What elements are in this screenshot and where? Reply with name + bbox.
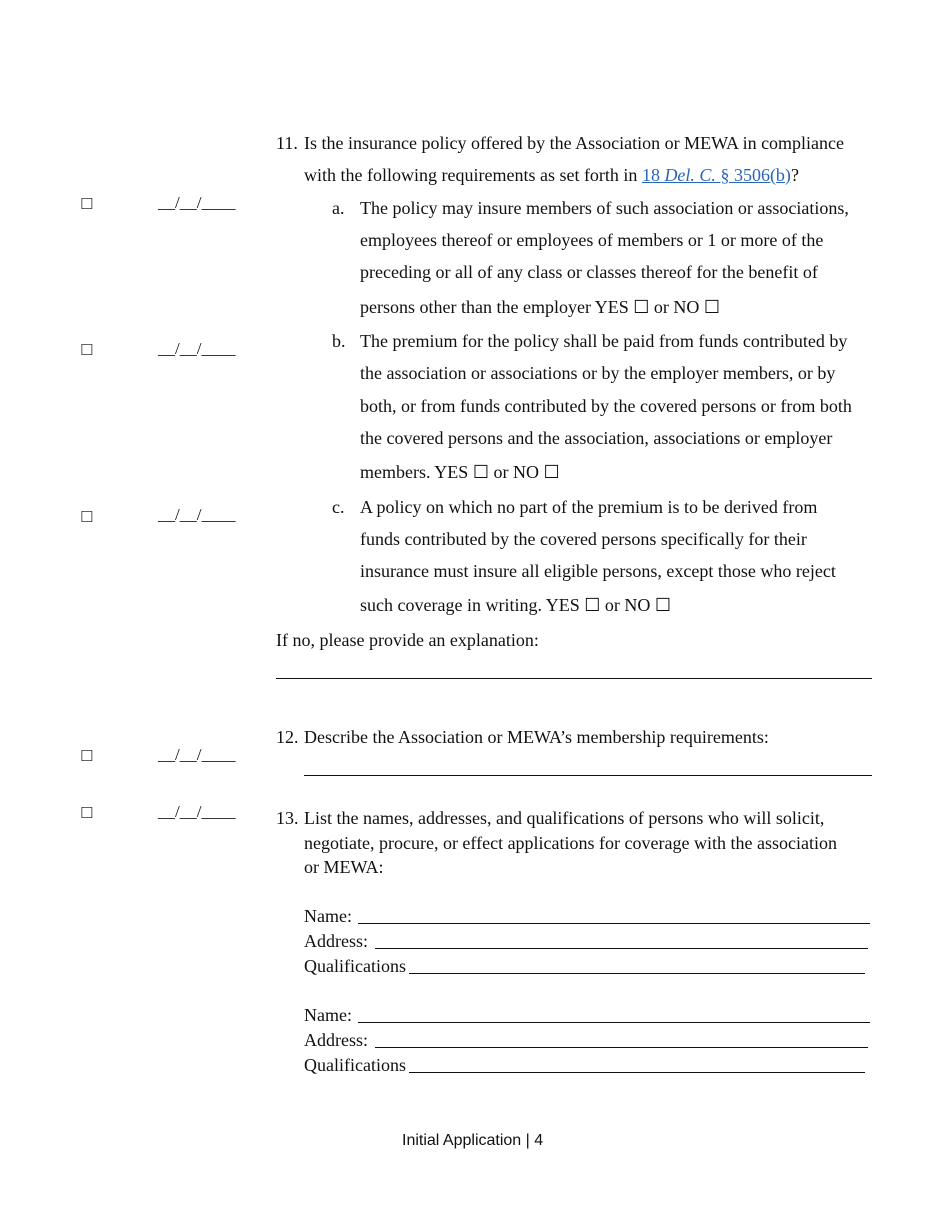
review-date[interactable]: __/__/____ — [158, 339, 236, 358]
requirement-text: funds contributed by the covered persons specifically for their — [360, 529, 807, 549]
question-number: 13. — [276, 808, 299, 828]
address-label: Address: — [304, 931, 368, 951]
review-date[interactable]: __/__/____ — [158, 745, 236, 764]
requirement-text: the covered persons and the association, associations or employer — [360, 428, 833, 448]
membership-answer-line[interactable] — [304, 775, 872, 776]
name-field[interactable] — [358, 923, 870, 924]
question-text: Describe the Association or MEWA’s membership requirements: — [304, 727, 769, 747]
requirement-text-yes-no[interactable]: such coverage in writing. YES ☐ or NO ☐ — [360, 595, 672, 615]
statute-citation-link[interactable]: 18 Del. C. § 3506(b) — [641, 165, 791, 185]
requirement-text: The policy may insure members of such association or associations, — [360, 198, 849, 218]
qualifications-field[interactable] — [409, 973, 865, 974]
requirement-text: preceding or all of any class or classes thereof for the benefit of — [360, 262, 818, 282]
qualifications-label: Qualifications — [304, 956, 406, 976]
requirement-text: insurance must insure all eligible persons, except those who reject — [360, 561, 836, 581]
review-checkbox[interactable]: ☐ — [80, 747, 94, 765]
page-number: 4 — [534, 1132, 544, 1149]
list-marker: c. — [332, 497, 345, 517]
qualifications-field[interactable] — [409, 1072, 865, 1073]
footer-separator: | — [525, 1132, 530, 1149]
question-text: negotiate, procure, or effect applications for coverage with the association — [304, 833, 837, 853]
name-field[interactable] — [358, 1022, 870, 1023]
requirement-text: A policy on which no part of the premium is to be derived from — [360, 497, 818, 517]
footer-text: Initial Application — [402, 1132, 522, 1149]
question-text: with the following requirements as set forth in 18 Del. C. § 3506(b)? — [304, 165, 799, 185]
question-text: or MEWA: — [304, 857, 384, 877]
explanation-label: If no, please provide an explanation: — [276, 630, 539, 650]
address-field[interactable] — [375, 948, 868, 949]
name-label: Name: — [304, 906, 352, 926]
explanation-line[interactable] — [276, 678, 872, 679]
name-label: Name: — [304, 1005, 352, 1025]
list-marker: b. — [332, 331, 346, 351]
question-text: Is the insurance policy offered by the Association or MEWA in compliance — [304, 133, 845, 153]
review-date[interactable]: __/__/____ — [158, 802, 236, 821]
requirement-text: The premium for the policy shall be paid from funds contributed by — [360, 331, 848, 351]
requirement-text: the association or associations or by the employer members, or by — [360, 363, 836, 383]
address-label: Address: — [304, 1030, 368, 1050]
requirement-text: both, or from funds contributed by the covered persons or from both — [360, 396, 852, 416]
question-number: 11. — [276, 133, 298, 153]
list-marker: a. — [332, 198, 345, 218]
review-date[interactable]: __/__/____ — [158, 193, 236, 212]
requirement-text: employees thereof or employees of members or 1 or more of the — [360, 230, 824, 250]
review-checkbox[interactable]: ☐ — [80, 508, 94, 526]
question-text: List the names, addresses, and qualifications of persons who will solicit, — [304, 808, 825, 828]
review-checkbox[interactable]: ☐ — [80, 804, 94, 822]
review-checkbox[interactable]: ☐ — [80, 195, 94, 213]
question-number: 12. — [276, 727, 299, 747]
address-field[interactable] — [375, 1047, 868, 1048]
review-date[interactable]: __/__/____ — [158, 505, 236, 524]
review-checkbox[interactable]: ☐ — [80, 341, 94, 359]
requirement-text-yes-no[interactable]: persons other than the employer YES ☐ or NO ☐ — [360, 297, 721, 317]
qualifications-label: Qualifications — [304, 1055, 406, 1075]
page-footer — [402, 1132, 543, 1150]
requirement-text-yes-no[interactable]: members. YES ☐ or NO ☐ — [360, 462, 560, 482]
